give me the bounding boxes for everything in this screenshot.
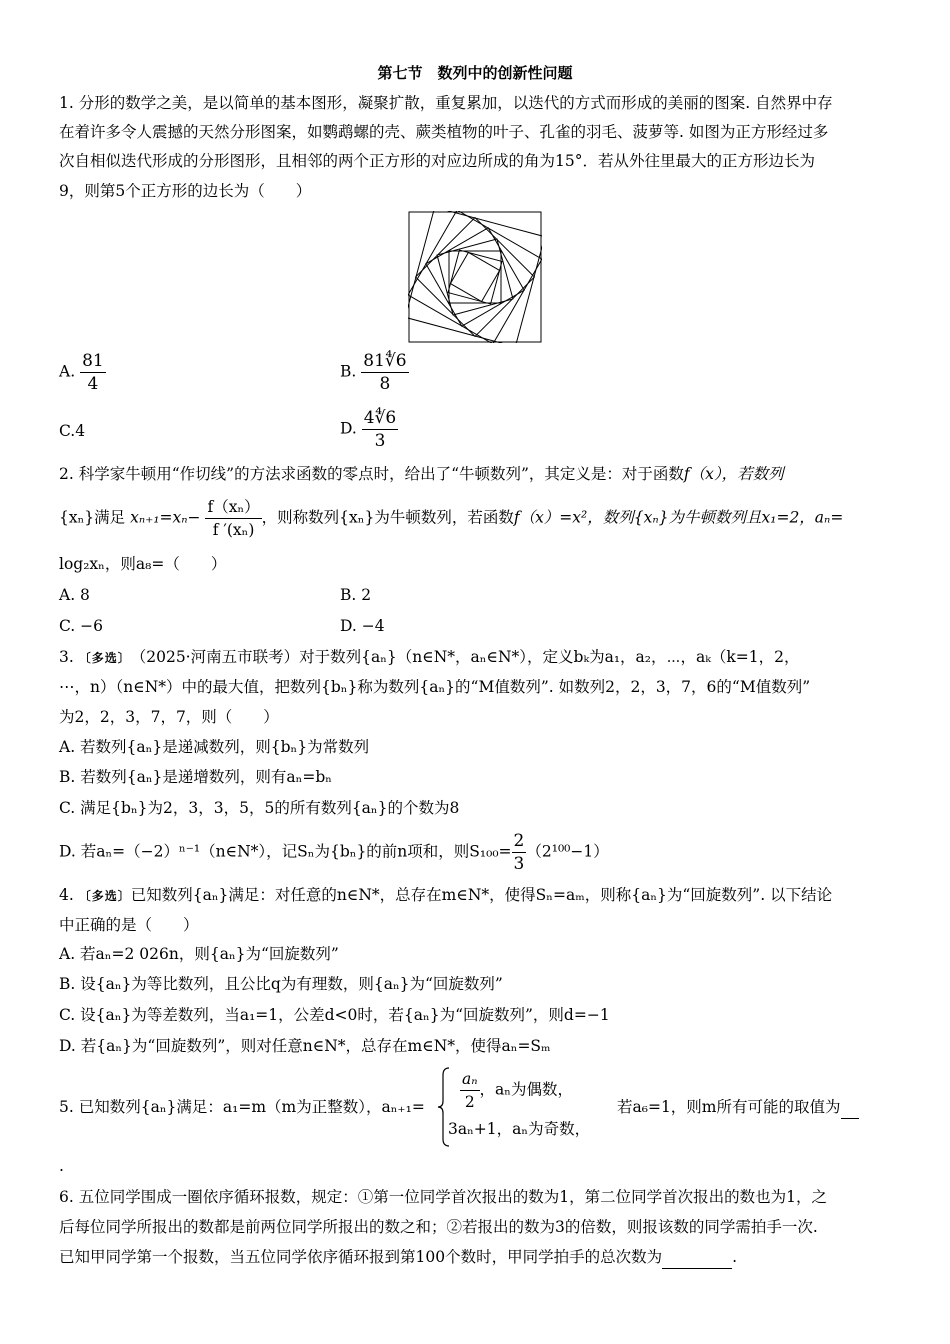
fraction-numerator: 81∜6: [363, 351, 407, 371]
multi-select-tag: 〔多选〕: [78, 651, 131, 665]
q1-option-c[interactable]: C.4: [59, 422, 86, 440]
q6-line-3-text: 已知甲同学第一个报数，当五位同学依序循环报到第100个数时，甲同学拍手的总次数为: [59, 1248, 663, 1266]
q5-answer-blank[interactable]: [841, 1096, 859, 1119]
q1-option-a[interactable]: [59, 350, 106, 395]
q2-condition-text: f（x）=x²，数列{xₙ}为牛顿数列且x₁=2，aₙ=: [513, 508, 844, 527]
q2-option-c[interactable]: C. −6: [59, 617, 104, 635]
q2-function-fx: f（x），若数列: [683, 465, 784, 483]
q1-option-d-label: D.: [340, 419, 357, 438]
q2-option-b[interactable]: B. 2: [340, 586, 372, 604]
q4-line-1: [59, 884, 899, 907]
q6-line-1: 6. 五位同学围成一圈依序循环报数，规定：①第一位同学首次报出的数为1，第二位同学首次报出的数也为1，之: [59, 1188, 827, 1206]
q2-line-1: [59, 463, 899, 485]
q4-line-2: 中正确的是（ ）: [59, 916, 199, 934]
q1-line-3: 次自相似迭代形成的分形图形，且相邻的两个正方形的对应边所成的角为15°．若从外往里最大的正方形边长为: [59, 152, 815, 170]
q4-option-b[interactable]: B. 设{aₙ}为等比数列，且公比q为有理数，则{aₙ}为“回旋数列”: [59, 975, 503, 993]
fraction-denominator: 3: [513, 854, 525, 874]
q1-option-a-fraction: [80, 350, 106, 395]
multi-select-tag: 〔多选〕: [78, 889, 131, 903]
q3-line-3: 为2，2，3，7，7，则（ ）: [59, 708, 279, 726]
fractal-squares-figure: [408, 211, 542, 343]
q1-option-d-fraction: [362, 407, 398, 452]
fraction-denominator: 8: [379, 374, 391, 394]
q6-line-3: [59, 1246, 899, 1269]
q3-option-c[interactable]: C. 满足{bₙ}为2，3，3，5，5的所有数列{aₙ}的个数为8: [59, 799, 460, 817]
fraction-denominator: 2: [464, 1093, 475, 1111]
q5-tail-text: 若a₆=1，则m所有可能的取值为: [617, 1098, 841, 1116]
q3-option-d[interactable]: [59, 830, 899, 875]
q4-option-a[interactable]: A. 若aₙ=2 026n，则{aₙ}为“回旋数列”: [59, 945, 339, 963]
q4-line-1-text: 已知数列{aₙ}满足：对任意的n∈N*，总存在m∈N*，使得Sₙ=aₘ，则称{aₙ}为“回旋数列”. 以下结论: [130, 886, 833, 904]
section-title: 第七节 数列中的创新性问题: [377, 64, 573, 82]
q2-line-1-text: 2. 科学家牛顿用“作切线”的方法求函数的零点时，给出了“牛顿数列”，其定义是：对于函数: [59, 465, 684, 483]
q3-option-d-tail: （2¹⁰⁰−1）: [526, 842, 609, 861]
q3-option-b[interactable]: B. 若数列{aₙ}是递增数列，则有aₙ=bₙ: [59, 768, 332, 786]
q2-option-a[interactable]: A. 8: [59, 586, 90, 604]
fraction-denominator: 3: [374, 431, 386, 451]
q4-option-c[interactable]: C. 设{aₙ}为等差数列，当a₁=1，公差d<0时，若{aₙ}为“回旋数列”，则d=−1: [59, 1006, 610, 1024]
q6-line-3-end: .: [732, 1248, 738, 1266]
q2-line-2: [59, 496, 899, 541]
q3-option-d-text: D. 若aₙ=（−2）ⁿ⁻¹（n∈N*），记Sₙ为{bₙ}的前n项和，则S₁₀₀=: [59, 842, 512, 861]
fraction-numerator: f（xₙ）: [205, 496, 261, 519]
q2-line-3: log₂xₙ，则a₈=（ ）: [59, 555, 227, 573]
q3-number: 3.: [59, 648, 79, 666]
q1-option-a-label: A.: [59, 362, 76, 381]
q3-line-1-text: （2025·河南五市联考）对于数列{aₙ}（n∈N*，aₙ∈N*），定义bₖ为a₁，a₂，⋯，aₖ（k=1，2，: [130, 648, 800, 666]
fraction-numerator: 2: [513, 831, 525, 851]
q2-sequence-xn: {xₙ}满足: [59, 508, 126, 527]
q2-line-2-text: ，则称数列{xₙ}为牛顿数列，若函数: [261, 508, 514, 527]
q5-tail: [617, 1096, 859, 1119]
q2-newton-formula-lhs: xₙ₊₁=xₙ−: [130, 508, 201, 527]
q1-option-b-label: B.: [340, 362, 357, 381]
fraction-numerator: aₙ: [460, 1068, 480, 1091]
q3-line-1: [59, 646, 899, 669]
q1-line-2: 在着许多令人震撼的天然分形图案，如鹦鹉螺的壳、蕨类植物的叶子、孔雀的羽毛、菠萝等. 如图为正方形经过多: [59, 123, 829, 141]
q3-line-2: ⋯，n）（n∈N*）中的最大值，把数列{bₙ}称为数列{aₙ}的“M值数列”. 如数列2，2，3，7，6的“M值数列”: [59, 678, 811, 696]
q5-case-even: [460, 1068, 573, 1113]
q1-option-b-fraction: [361, 350, 408, 395]
q2-option-d[interactable]: D. −4: [340, 617, 385, 635]
q5-lead: 5. 已知数列{aₙ}满足：a₁=m（m为正整数），aₙ₊₁=: [59, 1098, 425, 1116]
q5-case-even-fraction: [460, 1068, 480, 1113]
q2-newton-fraction: [205, 496, 261, 541]
q4-option-d[interactable]: D. 若{aₙ}为“回旋数列”，则对任意n∈N*，总存在m∈N*，使得aₙ=Sₘ: [59, 1037, 551, 1055]
q6-answer-blank[interactable]: [662, 1246, 732, 1269]
q1-line-1: 1. 分形的数学之美，是以简单的基本图形，凝聚扩散，重复累加，以迭代的方式而形成的美丽的图案. 自然界中存: [59, 94, 833, 112]
q4-number: 4.: [59, 886, 79, 904]
q6-line-2: 后每位同学所报出的数都是前两位同学所报出的数之和；②若报出的数为3的倍数，则报该数的同学需拍手一次.: [59, 1218, 818, 1236]
q3-option-d-fraction: [512, 830, 527, 875]
q3-option-a[interactable]: A. 若数列{aₙ}是递减数列，则{bₙ}为常数列: [59, 738, 370, 756]
fraction-numerator: 4∜6: [363, 408, 397, 428]
q5-period: .: [59, 1157, 64, 1175]
q1-option-b[interactable]: [340, 350, 409, 395]
q5-case-odd: 3aₙ+1，aₙ为奇数，: [448, 1120, 591, 1138]
fraction-denominator: 4: [87, 374, 99, 394]
q5-case-even-condition: ，aₙ为偶数，: [479, 1080, 573, 1099]
fraction-numerator: 81: [82, 351, 104, 371]
fraction-denominator: f ′(xₙ): [212, 521, 255, 539]
q1-option-d[interactable]: [340, 407, 398, 452]
q1-line-4: 9，则第5个正方形的边长为（ ）: [59, 182, 312, 200]
